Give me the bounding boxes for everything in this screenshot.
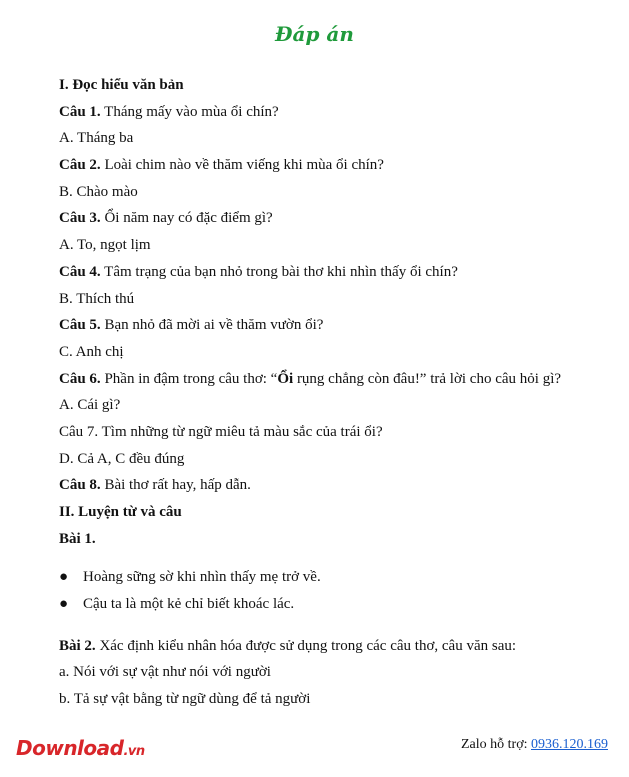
question-2 — [59, 156, 609, 174]
download-logo[interactable] — [16, 736, 145, 760]
question-text: Phần in đậm trong câu thơ: “ — [100, 370, 278, 387]
bullet-list — [59, 568, 609, 613]
question-3 — [59, 209, 609, 227]
answer-3: A. To, ngọt lịm — [59, 237, 151, 254]
question-label: Câu 2. — [59, 157, 101, 174]
question-text: Tháng mấy vào mùa ổi chín? — [100, 103, 279, 120]
question-5 — [59, 316, 609, 334]
exercise-text: Xác định kiểu nhân hóa được sử dụng trong các câu thơ, câu văn sau: — [95, 637, 517, 654]
answer-7: D. Cả A, C đều đúng — [59, 450, 185, 467]
answer-content — [59, 76, 609, 717]
question-label: Câu 8. — [59, 477, 101, 494]
page-title: Đáp án — [275, 22, 354, 46]
exercise-2-item-b: b. Tả sự vật bằng từ ngữ dùng để tả người — [59, 691, 311, 708]
contact-label: Zalo hỗ trợ: — [461, 737, 531, 752]
bullet-icon: ● — [59, 568, 69, 585]
section-heading-reading: I. Đọc hiểu văn bản — [59, 77, 184, 93]
question-label: Câu 4. — [59, 263, 101, 280]
list-item-text: Cậu ta là một kẻ chỉ biết khoác lác. — [83, 595, 295, 612]
exercise-2-item-a: a. Nói với sự vật như nói với người — [59, 664, 271, 681]
exercise-label: Bài 2. — [59, 637, 96, 654]
answer-1: A. Tháng ba — [59, 130, 134, 147]
question-text: Loài chim nào về thăm viếng khi mùa ổi chín? — [100, 157, 384, 174]
question-bold-word: Ổi — [277, 370, 294, 387]
exercise-1-heading: Bài 1. — [59, 530, 96, 547]
exercise-2 — [59, 637, 609, 655]
question-7: Câu 7. Tìm những từ ngữ miêu tả màu sắc của trái ổi? — [59, 423, 383, 440]
logo-domain: .vn — [123, 744, 145, 759]
zalo-contact — [461, 737, 608, 753]
question-text: rụng chẳng còn đâu!” trả lời cho câu hỏi gì? — [293, 370, 562, 387]
question-4 — [59, 263, 609, 281]
list-item — [59, 595, 609, 613]
bullet-icon: ● — [59, 595, 69, 612]
section-heading-vocabulary: II. Luyện từ và câu — [59, 504, 182, 520]
question-label: Câu 3. — [59, 210, 101, 227]
question-text: Tâm trạng của bạn nhỏ trong bài thơ khi nhìn thấy ổi chín? — [100, 263, 458, 280]
question-text: Bạn nhỏ đã mời ai về thăm vườn ổi? — [100, 317, 324, 334]
question-8 — [59, 476, 609, 494]
logo-text: Download — [16, 736, 124, 760]
question-label: Câu 6. — [59, 370, 101, 387]
answer-6: A. Cái gì? — [59, 397, 121, 414]
question-label: Câu 5. — [59, 317, 101, 334]
answer-4: B. Thích thú — [59, 290, 135, 307]
answer-5: C. Anh chị — [59, 343, 124, 360]
phone-link[interactable]: 0936.120.169 — [531, 737, 608, 752]
question-text: Bài thơ rất hay, hấp dẫn. — [100, 477, 251, 494]
question-6 — [59, 370, 609, 388]
question-label: Câu 1. — [59, 103, 101, 120]
answer-2: B. Chào mào — [59, 183, 138, 200]
list-item-text: Hoàng sững sờ khi nhìn thấy mẹ trở về. — [83, 568, 321, 585]
question-1 — [59, 103, 609, 121]
question-text: Ổi năm nay có đặc điểm gì? — [100, 210, 273, 227]
list-item — [59, 568, 609, 586]
